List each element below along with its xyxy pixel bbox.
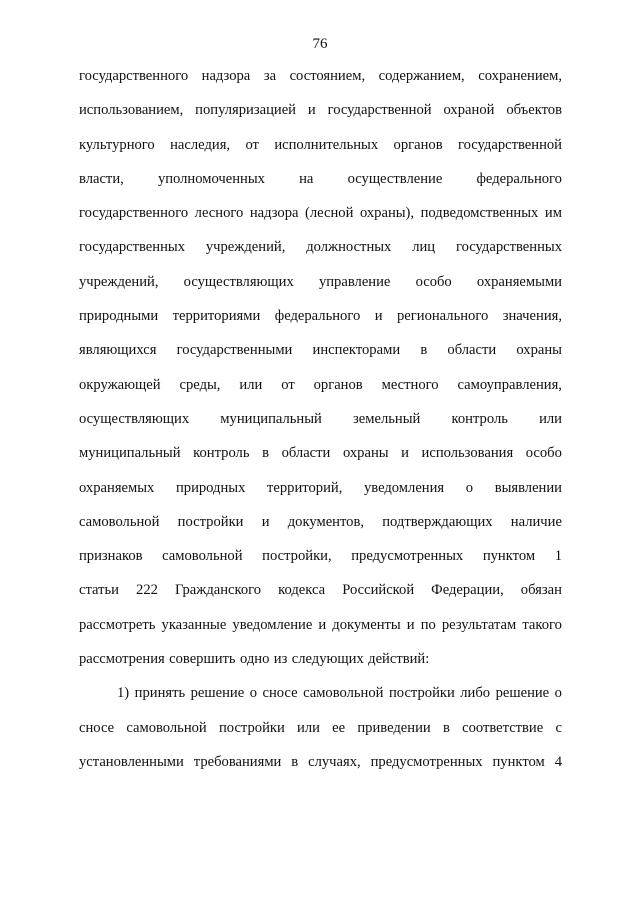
word: государственной (457, 136, 562, 153)
word: контроль (451, 410, 508, 427)
text-line (79, 752, 562, 786)
text-line (79, 272, 562, 306)
word: указанные (161, 616, 227, 633)
text-line-paragraph-start (79, 683, 562, 717)
word: или (239, 376, 263, 393)
word: муниципальный (79, 445, 181, 462)
word: уполномоченных (157, 170, 265, 187)
word: охраны (516, 342, 562, 359)
word: подведомственных (420, 205, 539, 222)
word: осуществление (347, 170, 443, 187)
word: действий: (368, 651, 430, 668)
word: должностных (306, 239, 392, 256)
word: территорий, (267, 479, 343, 496)
text-line (79, 340, 562, 374)
word: совершить (169, 651, 236, 668)
word: от (245, 136, 259, 153)
word: области (281, 445, 331, 462)
word: надзора (249, 205, 299, 222)
word: в (420, 342, 428, 359)
word: уведомление (232, 616, 313, 633)
text-line (79, 135, 562, 169)
word: самовольной (79, 513, 160, 530)
word: и (318, 616, 327, 633)
word: подтверждающих (382, 513, 493, 530)
word: в (442, 719, 450, 736)
word: области (447, 342, 497, 359)
word: охраняемых (79, 479, 155, 496)
text-line (79, 478, 562, 512)
word: осуществляющих (183, 273, 294, 290)
word: на (299, 170, 314, 187)
word: Российской (342, 582, 415, 599)
body-text (79, 66, 562, 786)
word: сохранением, (478, 68, 562, 84)
word: соответствие (462, 719, 544, 736)
word: культурного (79, 136, 155, 153)
word: предусмотренных (370, 753, 483, 770)
word: контроль (193, 445, 250, 462)
word: результатам (441, 616, 517, 633)
text-line (79, 409, 562, 443)
text-line (79, 546, 562, 580)
word: обязан (520, 582, 562, 599)
word: федерального (476, 170, 562, 187)
text-line (79, 237, 562, 271)
word: и (307, 102, 316, 119)
word: требованиями (193, 753, 282, 770)
word: из (273, 651, 288, 668)
word: охраны), (359, 205, 415, 222)
word: значения, (502, 308, 562, 325)
word: наличие (510, 513, 562, 530)
word: охраной (443, 102, 495, 119)
word: земельный (353, 410, 421, 427)
word: государственной (327, 102, 432, 119)
word: (лесной (305, 205, 354, 222)
word: учреждений, (79, 273, 159, 290)
word: охраны (342, 445, 389, 462)
word: учреждений, (205, 239, 286, 256)
word: и (374, 308, 383, 325)
word: среды, (179, 376, 221, 393)
word: или (297, 719, 320, 736)
text-line (79, 443, 562, 477)
word: государственных (455, 239, 562, 256)
word: в (291, 753, 299, 770)
word: популяризацией (195, 102, 296, 119)
word: сносе (79, 719, 115, 736)
word: органов (393, 136, 443, 153)
word: государственными (176, 342, 293, 359)
word: надзора (201, 68, 251, 84)
word: самоуправления, (457, 376, 562, 393)
word: выявлении (494, 479, 562, 496)
word: лесного (194, 205, 244, 222)
word: 4 (554, 753, 562, 770)
word: 222 (136, 582, 158, 599)
word: самовольной (162, 548, 243, 565)
word: приведении (357, 719, 431, 736)
word: управление (318, 273, 391, 290)
word: постройки (218, 719, 285, 736)
word: принять (134, 685, 186, 702)
word: кодекса (278, 582, 326, 599)
word: муниципальный (220, 410, 322, 427)
word: предусмотренных (351, 548, 464, 565)
word: уведомления (363, 479, 445, 496)
word: государственных (79, 239, 186, 256)
word: решение (190, 685, 245, 702)
word: документы (332, 616, 401, 633)
word: следующих (291, 651, 364, 668)
word: пунктом (482, 548, 536, 565)
word: самовольной (303, 685, 384, 702)
text-line (79, 580, 562, 614)
word: окружающей (79, 376, 161, 393)
word: ее (332, 719, 346, 736)
word: случаях, (308, 753, 361, 770)
page-number: 76 (312, 36, 328, 52)
text-line (79, 169, 562, 203)
word: использованием, (79, 102, 184, 119)
word: власти, (79, 170, 124, 187)
text-line (79, 375, 562, 409)
text-line-paragraph-end (79, 649, 562, 683)
word: документов, (287, 513, 365, 530)
word: постройки (177, 513, 244, 530)
word: государственного (79, 68, 189, 84)
text-line (79, 718, 562, 752)
word: постройки (388, 685, 455, 702)
word: одно (239, 651, 270, 668)
word: такого (522, 616, 562, 633)
word: 1 (554, 548, 562, 565)
word: Гражданского (174, 582, 262, 599)
word: инспекторами (312, 342, 401, 359)
word: постройки, (262, 548, 332, 565)
word: государственного (79, 205, 189, 222)
text-line (79, 66, 562, 100)
word: органов (313, 376, 363, 393)
text-line (79, 615, 562, 649)
text-line (79, 512, 562, 546)
word: являющихся (79, 342, 157, 359)
word: установленными (79, 753, 184, 770)
word: с (555, 719, 562, 736)
word: Федерации, (431, 582, 504, 599)
word: регионального (397, 308, 489, 325)
word: местного (381, 376, 439, 393)
word: 1) (117, 685, 130, 702)
word: и (401, 445, 409, 462)
word: охраняемыми (476, 273, 562, 290)
word: либо (460, 685, 491, 702)
word: о (249, 685, 257, 702)
word: объектов (506, 102, 562, 119)
word: федерального (274, 308, 361, 325)
word: признаков (79, 548, 143, 565)
word: или (539, 410, 562, 427)
word: использования (421, 445, 514, 462)
word: решение (495, 685, 550, 702)
word: особо (525, 445, 562, 462)
word: природных (175, 479, 246, 496)
word: в (262, 445, 269, 462)
word: самовольной (126, 719, 207, 736)
word: рассмотрения (79, 651, 165, 668)
text-line (79, 203, 562, 237)
word: по (420, 616, 436, 633)
word: сносе (262, 685, 298, 702)
word: за (263, 68, 277, 84)
word: от (281, 376, 295, 393)
word: пунктом (492, 753, 545, 770)
word: о (465, 479, 474, 496)
word: наследия, (170, 136, 231, 153)
word: территориями (172, 308, 261, 325)
word: рассмотреть (79, 616, 156, 633)
word: природными (79, 308, 159, 325)
word: и (261, 513, 270, 530)
word: о (554, 685, 562, 702)
word: особо (415, 273, 452, 290)
word: статьи (79, 582, 119, 599)
word: лиц (412, 239, 436, 256)
word: им (544, 205, 562, 222)
word: исполнительных (274, 136, 379, 153)
word: осуществляющих (79, 410, 190, 427)
text-line (79, 306, 562, 340)
word: и (406, 616, 415, 633)
word: состоянием, (289, 68, 366, 84)
word: содержанием, (378, 68, 465, 84)
text-line (79, 100, 562, 134)
